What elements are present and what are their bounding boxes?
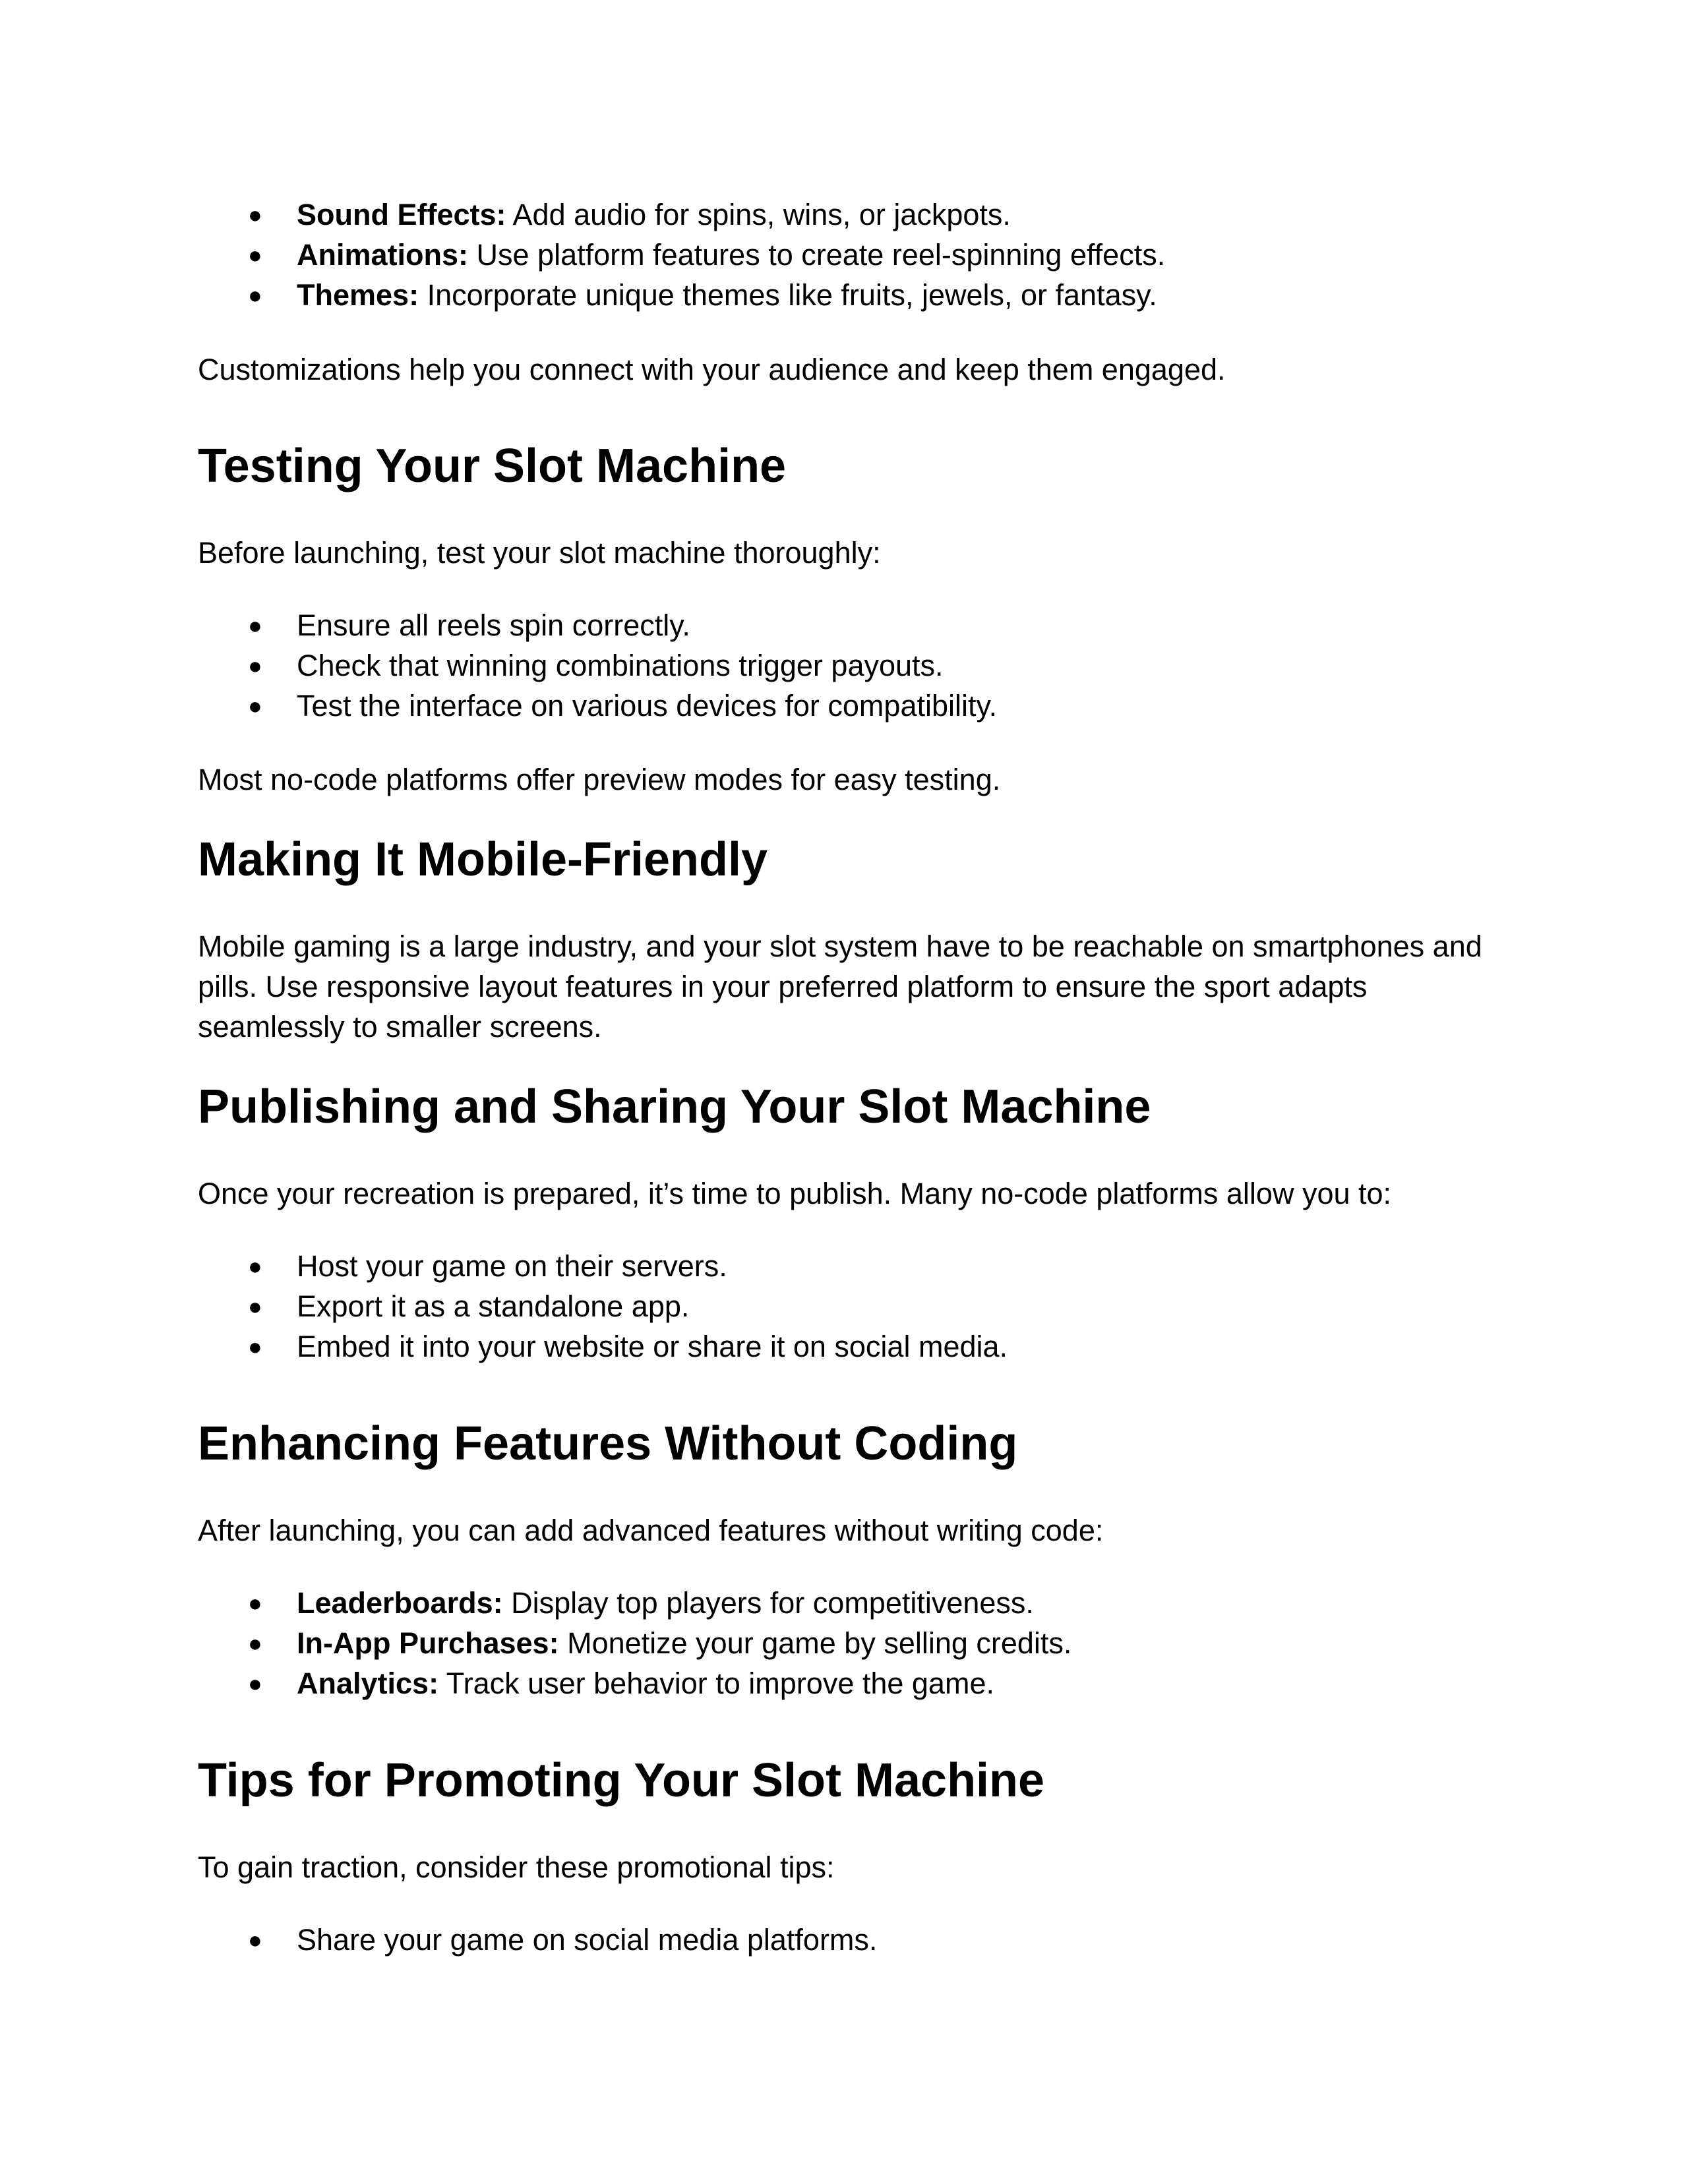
- list-item: [198, 1920, 1490, 1960]
- section-heading-promoting: Tips for Promoting Your Slot Machine: [198, 1754, 1045, 1807]
- testing-intro-paragraph: Before launching, test your slot machine thoroughly:: [198, 536, 881, 570]
- enhancing-list: [198, 1583, 1490, 1703]
- bullet-icon: ●: [248, 241, 262, 268]
- bullet-icon: ●: [248, 1670, 262, 1697]
- enhancing-intro-paragraph: After launching, you can add advanced features without writing code:: [198, 1514, 1104, 1547]
- section-heading-mobile: Making It Mobile-Friendly: [198, 833, 768, 886]
- list-item: [198, 194, 1490, 235]
- section-heading-publishing: Publishing and Sharing Your Slot Machine: [198, 1080, 1151, 1133]
- preview-paragraph: Most no-code platforms offer preview modes for easy testing.: [198, 763, 1001, 796]
- list-item: [198, 1246, 1490, 1286]
- list-item: [198, 275, 1490, 315]
- bullet-icon: ●: [248, 1253, 262, 1280]
- list-item: [198, 686, 1490, 726]
- list-item: [198, 1583, 1490, 1623]
- bullet-icon: ●: [248, 1293, 262, 1320]
- list-item-text: Track user behavior to improve the game.: [438, 1667, 994, 1700]
- publishing-list: [198, 1246, 1490, 1367]
- bullet-icon: ●: [248, 652, 262, 679]
- list-item-label: Sound Effects:: [297, 198, 506, 231]
- publishing-intro-paragraph: Once your recreation is prepared, it’s time to publish. Many no-code platforms allow you to:: [198, 1177, 1392, 1210]
- list-item: [198, 1286, 1490, 1326]
- list-item-text: Ensure all reels spin correctly.: [297, 608, 690, 642]
- list-item-text: Test the interface on various devices for compatibility.: [297, 689, 998, 723]
- bullet-icon: ●: [248, 201, 262, 228]
- list-item-label: Themes:: [297, 278, 419, 312]
- customizations-list: [198, 194, 1490, 315]
- bullet-icon: ●: [248, 1926, 262, 1953]
- list-item-text: Display top players for competitiveness.: [502, 1586, 1034, 1620]
- list-item: [198, 1663, 1490, 1703]
- testing-list: [198, 605, 1490, 726]
- list-item-label: Animations:: [297, 238, 469, 272]
- list-item: [198, 645, 1490, 686]
- customizations-paragraph: Customizations help you connect with your audience and keep them engaged.: [198, 353, 1226, 386]
- list-item-text: Host your game on their servers.: [297, 1249, 727, 1283]
- list-item-text: Incorporate unique themes like fruits, jewels, or fantasy.: [419, 278, 1157, 312]
- bullet-icon: ●: [248, 692, 262, 719]
- bullet-icon: ●: [248, 1333, 262, 1360]
- list-item-label: Leaderboards:: [297, 1586, 503, 1620]
- list-item: [198, 605, 1490, 645]
- list-item: [198, 235, 1490, 275]
- section-heading-enhancing: Enhancing Features Without Coding: [198, 1417, 1018, 1470]
- list-item-text: Use platform features to create reel-spinning effects.: [468, 238, 1166, 272]
- list-item-label: In-App Purchases:: [297, 1626, 559, 1660]
- list-item-text: Add audio for spins, wins, or jackpots.: [506, 198, 1011, 231]
- list-item-text: Check that winning combinations trigger payouts.: [297, 649, 944, 682]
- mobile-paragraph: Mobile gaming is a large industry, and your slot system have to be reachable on smartphones and pills. Use responsive layout features in your preferred platform to ensure the sport adapts seamlessly to smaller screens.: [198, 930, 1482, 1044]
- bullet-icon: ●: [248, 1630, 262, 1657]
- promoting-intro-paragraph: To gain traction, consider these promotional tips:: [198, 1850, 835, 1884]
- section-heading-testing: Testing Your Slot Machine: [198, 440, 787, 492]
- list-item-label: Analytics:: [297, 1667, 439, 1700]
- list-item-text: Monetize your game by selling credits.: [558, 1626, 1072, 1660]
- list-item: [198, 1623, 1490, 1663]
- bullet-icon: ●: [248, 1589, 262, 1616]
- list-item: [198, 1326, 1490, 1367]
- bullet-icon: ●: [248, 612, 262, 639]
- list-item-text: Embed it into your website or share it on social media.: [297, 1330, 1008, 1363]
- list-item-text: Export it as a standalone app.: [297, 1289, 690, 1323]
- list-item-text: Share your game on social media platforms.: [297, 1923, 878, 1957]
- promoting-list: [198, 1920, 1490, 1960]
- bullet-icon: ●: [248, 281, 262, 309]
